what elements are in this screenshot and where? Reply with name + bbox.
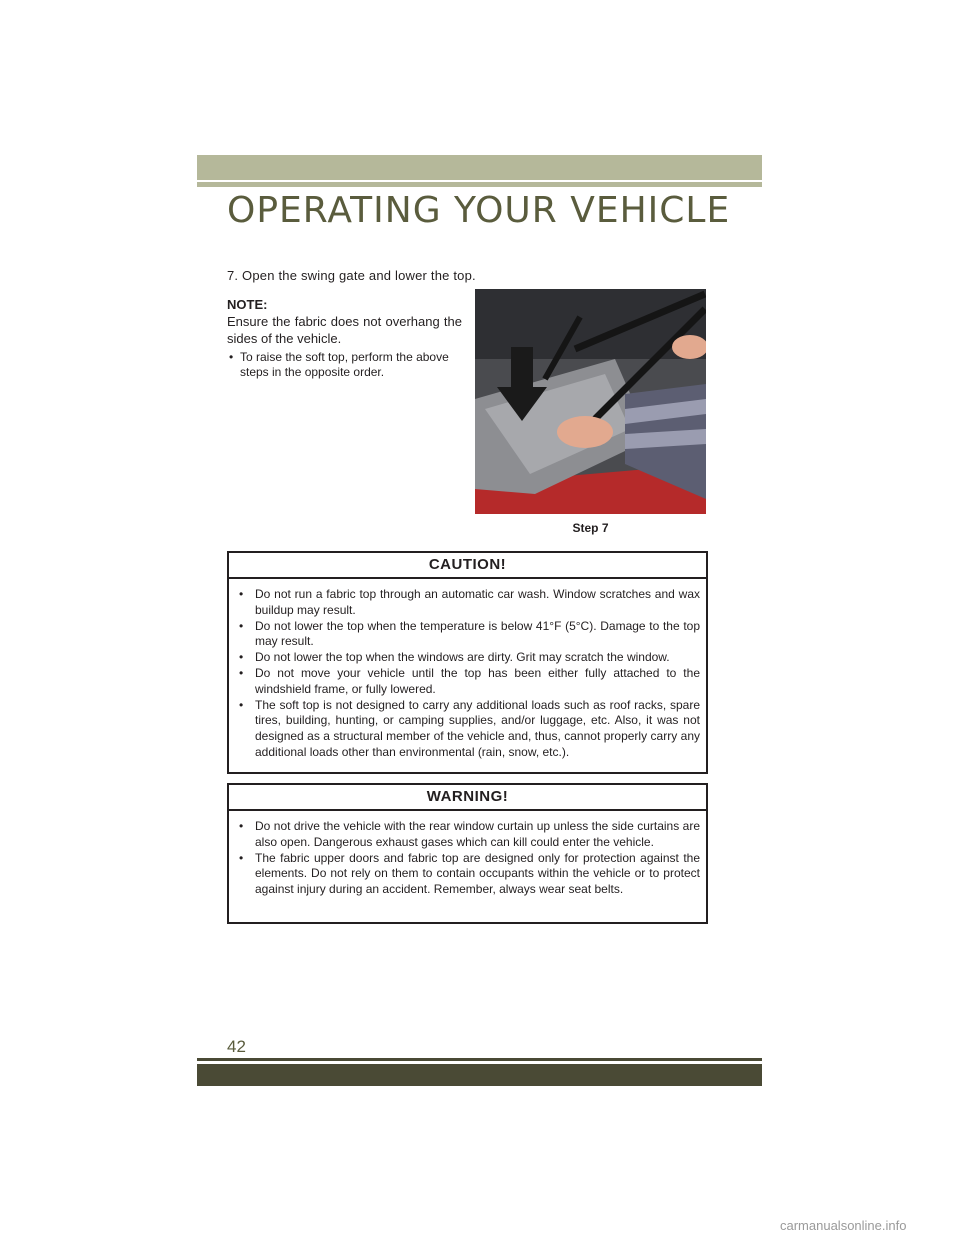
caution-box: [227, 551, 708, 774]
watermark: carmanualsonline.info: [780, 1218, 907, 1233]
footer-rule: [197, 1058, 762, 1061]
caution-title: CAUTION!: [229, 553, 706, 579]
figure-caption: Step 7: [572, 521, 609, 535]
note-label: NOTE:: [227, 297, 268, 312]
section-title: OPERATING YOUR VEHICLE: [227, 190, 731, 231]
warning-body: [229, 811, 706, 904]
page-number: 42: [227, 1037, 246, 1056]
bullet-text: Do not drive the vehicle with the rear window curtain up unless the side curtains are also open. Dangerous exhaust gases which can kill could enter the vehicle.: [255, 819, 700, 849]
list-item: [236, 619, 700, 651]
bullet-icon: •: [239, 850, 244, 865]
bullet-text: Do not lower the top when the windows are dirty. Grit may scratch the window.: [255, 650, 670, 665]
bullet-text: Do not move your vehicle until the top has been either fully attached to the windshield frame, or fully lowered.: [255, 665, 700, 696]
warning-title: WARNING!: [229, 785, 706, 811]
bullet-icon: •: [239, 587, 244, 601]
list-item: [236, 666, 700, 698]
bullet-text: Do not lower the top when the temperature is below 41°F (5°C). Damage to the top may result.: [255, 618, 700, 649]
bullet-icon: •: [229, 350, 234, 364]
bullet-icon: •: [239, 697, 244, 712]
bullet-text: The fabric upper doors and fabric top are designed only for protection against the elements. Do not rely on them to contain occupants within the vehicle or to protect against injury during an accident. Remember, always wear seat belts.: [255, 850, 700, 897]
bullet-text: The soft top is not designed to carry any additional loads such as roof racks, spare tires, building, hunting, or camping supplies, and/or luggage, etc. Also, it was not designed as a structural member of the vehicle and, thus, cannot properly carry any additional loads other than environmental (rain, snow, etc.).: [255, 697, 700, 759]
instruction-bullets: [227, 350, 467, 380]
step-instruction: 7. Open the swing gate and lower the top.: [227, 268, 476, 283]
bullet-text: To raise the soft top, perform the above steps in the opposite order.: [240, 350, 449, 379]
warning-box: [227, 783, 708, 924]
list-item: [236, 819, 700, 851]
bullet-icon: •: [239, 650, 244, 665]
list-item: [236, 650, 700, 666]
bullet-icon: •: [239, 618, 244, 633]
header-rule: [197, 182, 762, 187]
bullet-icon: •: [239, 665, 244, 680]
bullet-text: Do not run a fabric top through an automatic car wash. Window scratches and wax buildup may result.: [255, 587, 700, 617]
list-item: [236, 587, 700, 619]
footer-band: [197, 1064, 762, 1086]
list-item: [236, 698, 700, 761]
list-item: [236, 851, 700, 898]
bullet-icon: •: [239, 819, 244, 833]
step-photo: [475, 289, 706, 514]
header-band: [197, 155, 762, 180]
note-body: Ensure the fabric does not overhang the sides of the vehicle.: [227, 314, 462, 346]
caution-body: [229, 579, 706, 767]
list-item: [227, 350, 467, 380]
